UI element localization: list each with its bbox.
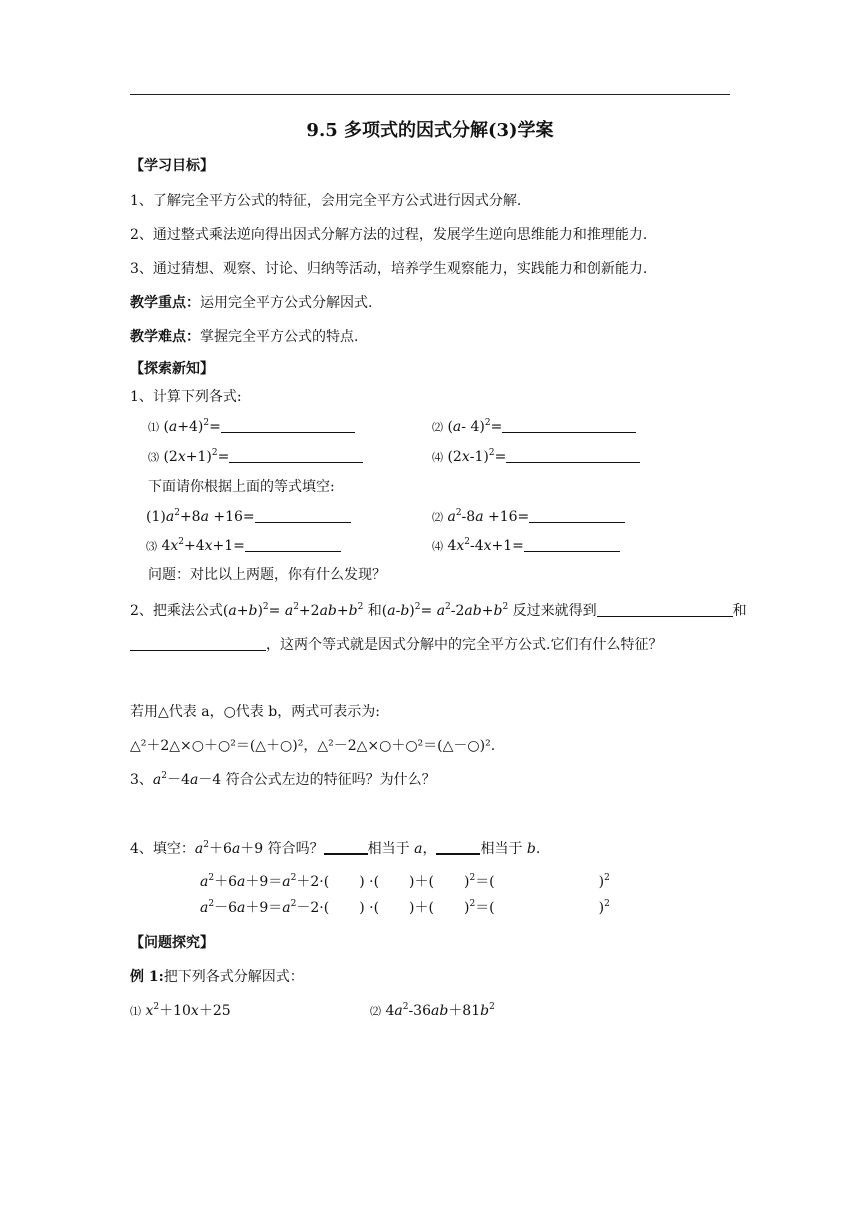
calc-1: ⑴ $(a+4)^2=$ [148, 418, 355, 437]
question-2-line-2 [130, 636, 662, 654]
fill-3: ⑶ $4x^2+4x+1=$ [146, 537, 341, 556]
answer-blank[interactable] [436, 839, 480, 855]
header-rule [130, 94, 730, 95]
question-1: 1、计算下列各式: [130, 389, 242, 405]
goal-3: 3、通过猜想、观察、讨论、归纳等活动，培养学生观察能力，实践能力和创新能力. [130, 261, 648, 277]
example-1-text: 把下列各式分解因式： [163, 969, 304, 985]
answer-blank[interactable] [229, 448, 363, 463]
fill-2: ⑵ $a^2-8a +16=$ [432, 508, 625, 527]
key-point [130, 294, 372, 312]
q2-and-text: 和 [732, 603, 747, 619]
difficulty-text: 掌握完全平方公式的特点. [200, 329, 359, 345]
q2-mid-text: 反过来就得到 [512, 603, 597, 619]
key-point-label: 教学重点： [130, 295, 200, 311]
q4-mid: 符合吗？ [267, 841, 324, 857]
section-goals-heading: 【学习目标】 [130, 158, 214, 174]
q4-lead: 4、填空： [130, 841, 195, 857]
question-4: 4、填空：$a^2+6a+9$ 符合吗？ 相当于 a， 相当于 b. [130, 840, 541, 857]
answer-blank[interactable] [130, 636, 266, 651]
answer-blank[interactable] [255, 508, 351, 523]
fill-1: $(1)a^2+8a +16=$ [146, 508, 351, 526]
calc-3: ⑶ $(2x+1)^2=$ [148, 448, 363, 467]
question-3: 3、$a^2-4a-4$ 符合公式左边的特征吗？为什么？ [130, 771, 436, 788]
question-2-line-1: 2、把乘法公式$(a+b)^2= a^2+2ab+b^2$ 和$(a-b)^2= a^2-2ab+b^2$ 反过来就得到 和 [130, 602, 747, 619]
fill-4: ⑷ $4x^2-4x+1=$ [432, 537, 620, 556]
answer-blank[interactable] [529, 508, 625, 523]
answer-blank[interactable] [245, 537, 341, 552]
example-1-item-1: ⑴ $x^2+10x+25$ [130, 1002, 231, 1019]
q4-eq-a: 相当于 [367, 841, 410, 857]
formula-plus: $a^2+6a+9=a^2+2\cdot$( ) ·( )＋( )$^2$＝( )$^2$ [200, 873, 610, 890]
calc-4: ⑷ $(2x-1)^2=$ [432, 448, 640, 467]
question-compare: 问题：对比以上两题，你有什么发现？ [148, 567, 386, 583]
q4-eq-b: 相当于 [480, 841, 523, 857]
q2-tail-text: ，这两个等式就是因式分解中的完全平方公式.它们有什么特征？ [266, 637, 663, 653]
section-explore-heading: 【探索新知】 [130, 361, 214, 377]
q3-tail-text: 符合公式左边的特征吗？为什么？ [225, 772, 436, 788]
goal-1: 1、了解完全平方公式的特征，会用完全平方公式进行因式分解. [130, 193, 522, 209]
answer-blank[interactable] [506, 448, 640, 463]
symbol-formula: △²＋2△×○＋○²＝(△＋○)²，△²－2△×○＋○²＝(△－○)². [130, 738, 496, 754]
answer-blank[interactable] [524, 537, 620, 552]
key-point-text: 运用完全平方公式分解因式. [200, 295, 373, 311]
page-title: 9.5 多项式的因式分解(3)学案 [306, 120, 554, 141]
symbol-intro: 若用△代表 a，○代表 b，两式可表示为: [130, 704, 380, 720]
difficulty-label: 教学难点： [130, 329, 200, 345]
example-1-item-2: ⑵ $4a^2-36ab+81b^2$ [370, 1002, 495, 1019]
fill-prompt: 下面请你根据上面的等式填空: [148, 479, 335, 495]
answer-blank[interactable] [221, 418, 355, 433]
difficulty-point [130, 328, 358, 346]
example-1 [130, 968, 304, 986]
answer-blank[interactable] [324, 839, 368, 855]
formula-minus: $a^2-6a+9=a^2-2\cdot$( ) ·( )＋( )$^2$＝( )$^2$ [200, 899, 610, 916]
example-1-label: 例 1: [130, 969, 164, 985]
calc-2: ⑵ (a- 4)$^2$= [432, 418, 636, 437]
section-inquiry-heading: 【问题探究】 [130, 935, 214, 951]
answer-blank[interactable] [502, 418, 636, 433]
answer-blank[interactable] [597, 602, 733, 617]
goal-2: 2、通过整式乘法逆向得出因式分解方法的过程，发展学生逆向思维能力和推理能力. [130, 227, 648, 243]
